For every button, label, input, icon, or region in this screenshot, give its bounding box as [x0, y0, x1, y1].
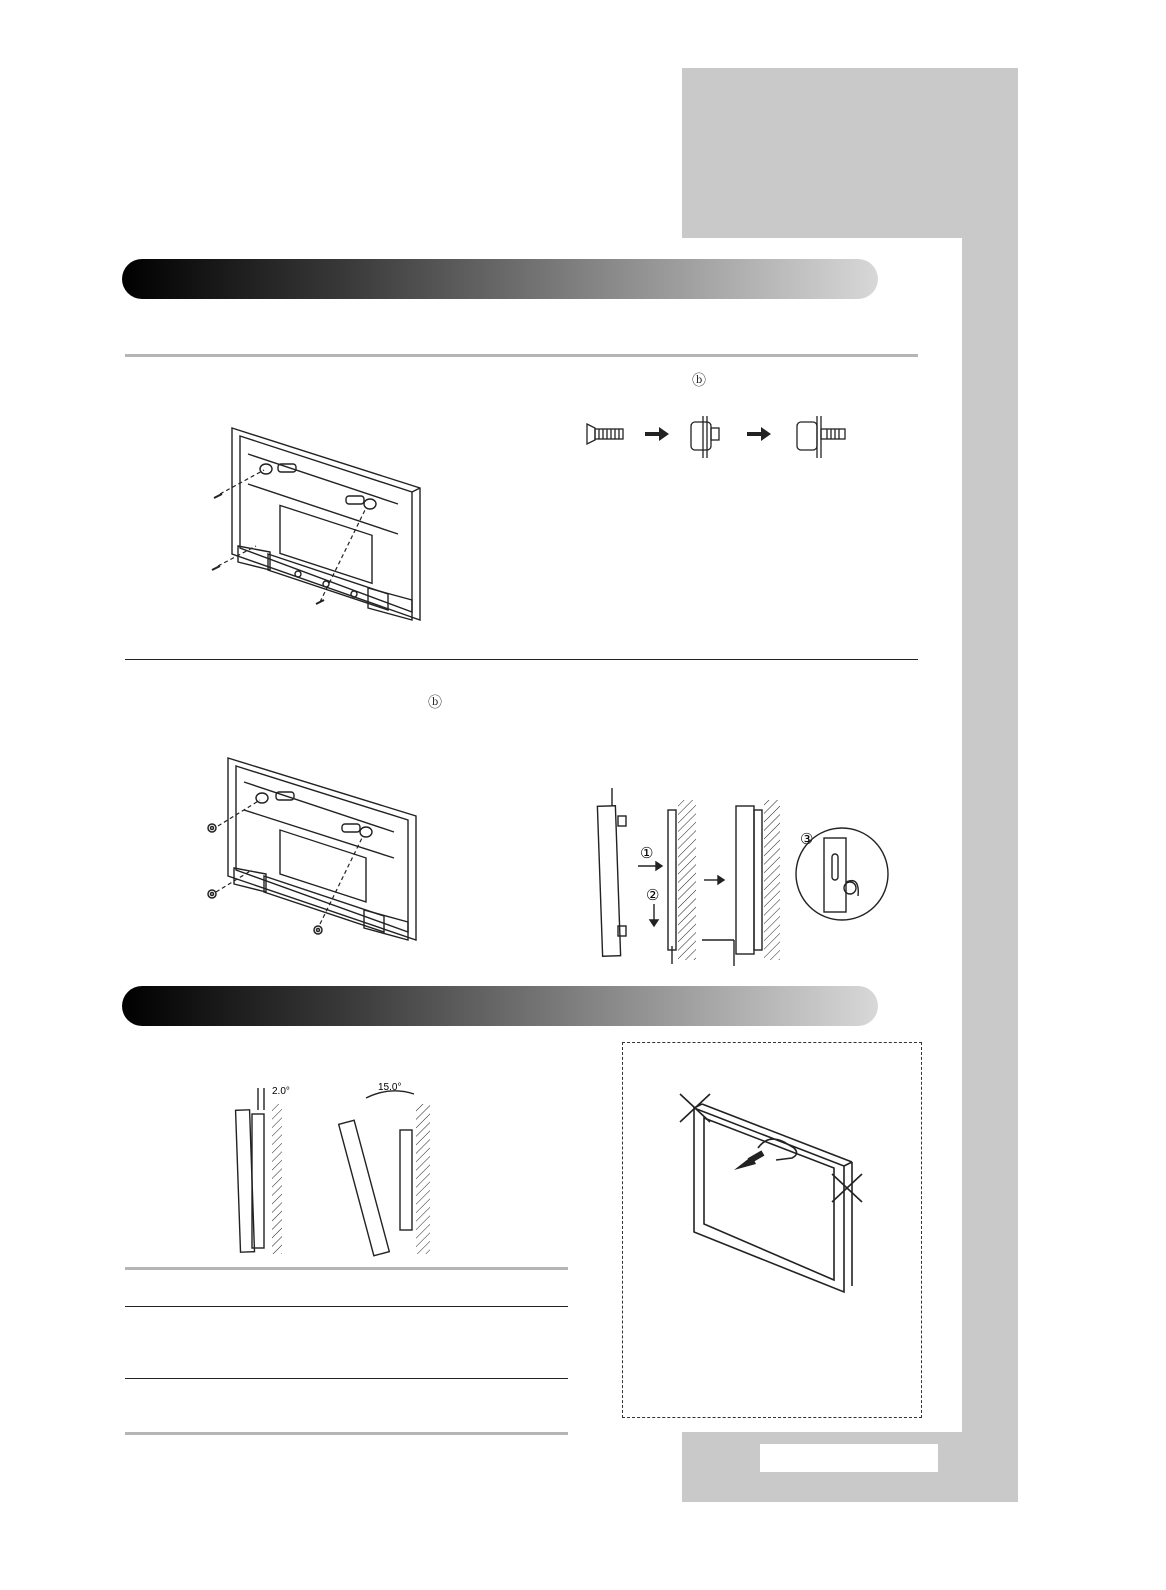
tv-rear-screws-figure	[208, 424, 428, 624]
screw-icon	[587, 424, 623, 444]
section-banner-top	[122, 259, 878, 299]
spacer-icon	[797, 416, 845, 458]
top-gray-tab	[682, 68, 1018, 238]
section-banner-bottom	[122, 986, 878, 1026]
angle-small-label: 2.0°	[272, 1086, 290, 1097]
rule-upper	[125, 354, 918, 357]
rule-table-row2	[125, 1378, 568, 1379]
angle-large-label: 15.0°	[378, 1082, 402, 1093]
rule-middle	[125, 659, 918, 660]
step-3-label: ③	[800, 831, 814, 848]
tilt-angle-figure	[226, 1080, 446, 1260]
step-2-label: ②	[646, 887, 660, 904]
rule-table-row1	[125, 1306, 568, 1307]
arrow-right-icon	[747, 427, 771, 441]
arrow-right-icon	[645, 427, 669, 441]
screw-assembly-figure	[585, 414, 855, 464]
tv-rear-spacers-figure	[200, 754, 430, 944]
wall-mount-steps-figure	[596, 786, 896, 966]
tv-angle-adjust-figure	[672, 1086, 872, 1296]
rule-table-bottom	[125, 1432, 568, 1435]
spacer-icon	[691, 416, 719, 458]
marker-b-top: ⓑ	[692, 372, 706, 388]
side-gray-strip	[962, 236, 1018, 1436]
page-number-box	[760, 1444, 938, 1472]
step-1-label: ①	[640, 845, 654, 862]
rule-table-top	[125, 1267, 568, 1270]
marker-b-middle: ⓑ	[428, 694, 442, 710]
